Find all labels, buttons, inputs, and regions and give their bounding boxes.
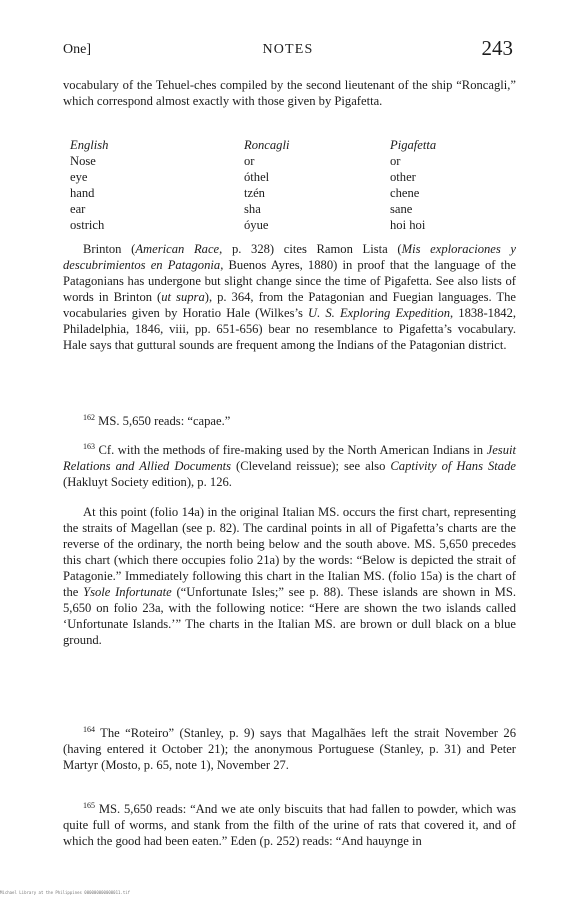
text-run: Cf. with the methods of fire-making used by the North American Indians in: [95, 443, 487, 457]
roncagli-word: sha: [244, 202, 261, 216]
column-header: Roncagli: [244, 138, 290, 152]
pigafetta-word: other: [390, 170, 416, 184]
footnote-164: [63, 722, 516, 773]
english-word: Nose: [70, 154, 96, 168]
text-run: , Buenos Ayres, 1880) in proof that the language of the Patagonians has undergone but slight change since the time of Pigafetta. See also lists of words in Brinton (: [63, 258, 516, 304]
footnote-text: MS. 5,650 reads: “And we ate only biscuits that had fallen to powder, which was quite full of worms, and stank from the filth of the urine of rats that covered it, and of which the good had been eaten.” Eden (p. 252) reads: “And hauynge in: [63, 802, 516, 848]
vocabulary-row: [70, 153, 490, 169]
text-run: At this point (folio 14a) in the original Italian MS. occurs the first chart, representing the straits of Magellan (see p. 82). The cardinal points in all of Pigafetta’s charts are the reverse of the ordinary, the north being below and the south above. MS. 5,650 precedes this chart (which there occupies folio 21a) by the words: “Below is depicted the strait of Patagonie.” Immediately following this chart in the Italian MS. (folio 15a) is the chart of the: [63, 505, 516, 599]
english-word: ear: [70, 202, 86, 216]
footnote-number: 165: [83, 801, 95, 810]
vocabulary-row: [70, 201, 490, 217]
text-run: (“Unfortunate Isles;” see p. 88). These islands are shown in MS. 5,650 on folio 23a, with the following notice: “Here are shown the two islands called ‘Unfortunate Islands.’” The charts in the Italian MS. are brown or dull black on a blue ground.: [63, 585, 516, 647]
footnote-text: MS. 5,650 reads: “capae.”: [95, 414, 231, 428]
vocabulary-header-row: [70, 137, 490, 153]
english-word: hand: [70, 186, 95, 200]
roncagli-word: tzén: [244, 186, 265, 200]
footnote-number: 162: [83, 413, 95, 422]
footnote-165: [63, 798, 516, 849]
roncagli-word: óyue: [244, 218, 269, 232]
book-title: American Race: [135, 242, 220, 256]
text-run: (Cleveland reissue); see also: [231, 459, 391, 473]
book-title: Mis exploraciones y descubrimientos en Patagonia: [63, 242, 517, 272]
running-title: NOTES: [262, 42, 314, 57]
intro-paragraph: vocabulary of the Tehuel-ches compiled by the second lieutenant of the ship “Roncagli,” which correspond almost exactly with those given by Pigafetta.: [63, 78, 516, 108]
running-header: [63, 38, 513, 64]
footnote-162: [63, 410, 516, 429]
english-word: eye: [70, 170, 88, 184]
pigafetta-word: sane: [390, 202, 413, 216]
roncagli-word: óthel: [244, 170, 270, 184]
text-run: , p. 328) cites Ramon Lista (: [219, 242, 402, 256]
text-run: , 1838-1842, Philadelphia, 1846, viii, pp. 651-656) bear no resemblance to Pigafetta’s vocabulary. Hale says that guttural sounds are frequent among the Indians of the Patagonian district.: [63, 306, 517, 352]
english-word: ostrich: [70, 218, 105, 232]
column-header: English: [70, 138, 109, 152]
footnote-163: [63, 439, 516, 490]
book-title: Jesuit Relations and Allied Documents: [63, 443, 516, 473]
text-run: Brinton (: [83, 242, 136, 256]
vocabulary-table: [70, 137, 490, 233]
page-number: 243: [481, 36, 513, 60]
book-title: U. S. Exploring Expedition: [308, 306, 451, 320]
vocabulary-row: [70, 169, 490, 185]
vocabulary-row: [70, 185, 490, 201]
column-header: Pigafetta: [390, 138, 437, 152]
pigafetta-word: chene: [390, 186, 420, 200]
chart-paragraph: [63, 504, 516, 648]
roncagli-word: or: [244, 154, 255, 168]
text-run: (Hakluyt Society edition), p. 126.: [63, 475, 232, 489]
chart-title: Ysole Infortunate: [83, 585, 172, 599]
chapter-marker: One]: [63, 42, 91, 57]
text-run: ), p. 364, from the Patagonian and Fuegian languages. The vocabularies given by Horatio Hale (Wilkes’s: [63, 290, 516, 320]
pigafetta-word: or: [390, 154, 401, 168]
book-title: Captivity of Hans Stade: [390, 459, 516, 473]
footnote-number: 163: [83, 442, 95, 451]
brinton-paragraph: [63, 241, 516, 353]
footnote-text: The “Roteiro” (Stanley, p. 9) says that Magalhães left the strait November 26 (having entered it October 21); the anonymous Portuguese (Stanley, p. 31) and Peter Martyr (Mosto, p. 65, note 1), November 27.: [63, 726, 516, 772]
scan-footer: Michael Library at the Philippines 000000000000011.tif: [0, 890, 131, 895]
vocabulary-row: [70, 217, 490, 233]
pigafetta-word: hoi hoi: [390, 218, 426, 232]
latin-phrase: ut supra: [161, 290, 205, 304]
footnote-number: 164: [83, 725, 95, 734]
